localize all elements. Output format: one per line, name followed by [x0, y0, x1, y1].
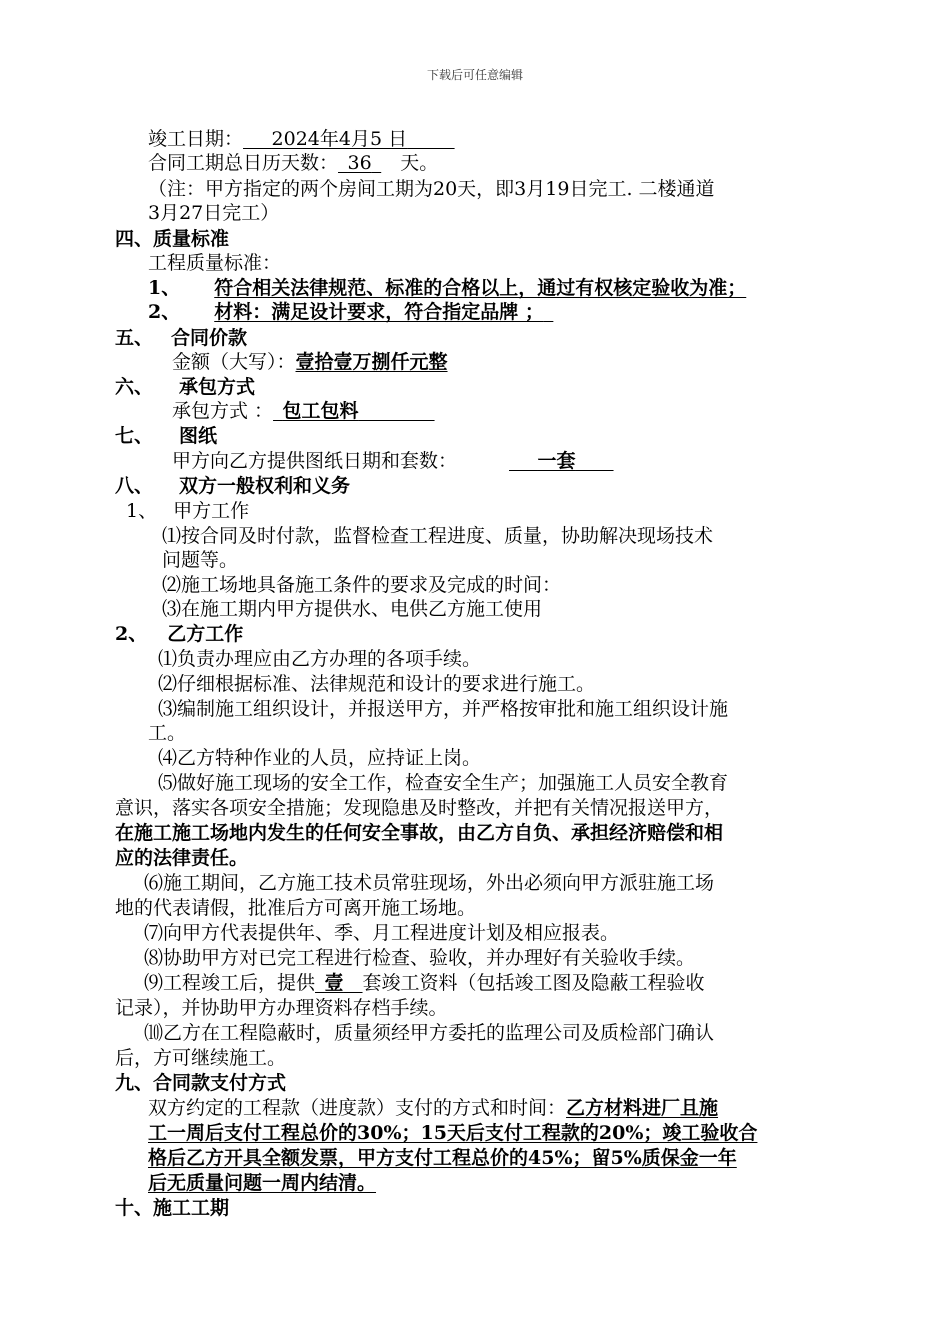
- party-a-item-3: ⑶在施工期内甲方提供水、电供乙方施工使用: [162, 598, 543, 620]
- drawings-label: 甲方向乙方提供图纸日期和套数：: [172, 450, 458, 472]
- party-b-item-5-line-1: ⑸做好施工现场的安全工作，检查安全生产；加强施工人员安全教育: [158, 772, 729, 794]
- party-b-item-2: ⑵仔细根据标准、法律规范和设计的要求进行施工。: [158, 673, 596, 695]
- section-9-heading: 九、合同款支付方式: [115, 1072, 287, 1094]
- contract-amount-value: 壹拾壹万捌仟元整: [295, 351, 448, 373]
- party-b-heading: 2、 乙方工作: [115, 623, 244, 645]
- page-header-note: 下载后可任意编辑: [426, 68, 523, 82]
- party-b-item-9-line-2: 记录），并协助甲方办理资料存档手续。: [115, 997, 448, 1019]
- payment-line-1: [148, 1096, 718, 1120]
- party-b-item-3-line-1: ⑶编制施工组织设计，并报送甲方，并严格按审批和施工组织设计施: [158, 698, 729, 720]
- total-days-line: [148, 151, 438, 175]
- drawings-value: 一套: [537, 450, 576, 472]
- party-b-item-5-line-4: 应的法律责任。: [115, 847, 249, 869]
- total-days-label: 合同工期总日历天数：: [148, 152, 339, 174]
- quality-item-2-num: 2、: [148, 301, 181, 323]
- quality-item-2-text: 材料：满足设计要求，符合指定品牌 ；: [214, 301, 544, 323]
- party-b-item-6-line-1: ⑹施工期间，乙方施工技术员常驻现场，外出必须向甲方派驻施工场: [144, 872, 715, 894]
- contract-mode-label: 承包方式 ：: [172, 400, 274, 422]
- section-5-heading: 五、 合同价款: [115, 327, 248, 349]
- contract-mode-value: 包工包料: [282, 400, 359, 422]
- total-days-unit: 天。: [400, 152, 439, 174]
- payment-line-3: 格后乙方开具全额发票，甲方支付工程总价的45%；留5%质保金一年: [148, 1147, 737, 1169]
- contract-mode-line: [172, 399, 435, 423]
- party-b-item-8: ⑻协助甲方对已完工程进行检查、验收，并办理好有关验收手续。: [144, 947, 696, 969]
- quality-item-1: [148, 276, 746, 300]
- party-b-item-10-line-1: ⑽乙方在工程隐蔽时，质量须经甲方委托的监理公司及质检部门确认: [144, 1022, 715, 1044]
- party-b-item-6-line-2: 地的代表请假，批准后方可离开施工场地。: [115, 897, 477, 919]
- payment-lead: 双方约定的工程款（进度款）支付的方式和时间：: [148, 1097, 567, 1119]
- party-a-item-1-line-1: ⑴按合同及时付款，监督检查工程进度、质量，协助解决现场技术: [162, 525, 714, 547]
- completion-docs-count: 壹: [324, 972, 344, 994]
- party-b-item-7: ⑺向甲方代表提供年、季、月工程进度计划及相应报表。: [144, 922, 620, 944]
- party-b-item-5-line-3: 在施工施工场地内发生的任何安全事故，由乙方自负、承担经济赔偿和相: [115, 822, 724, 844]
- section-7-heading: 七、 图纸: [115, 425, 218, 447]
- completion-date-value: 2024年4月5 日: [271, 128, 408, 150]
- payment-line-4: 后无质量问题一周内结清。: [148, 1172, 377, 1194]
- quality-standard-label: 工程质量标准：: [148, 252, 282, 274]
- section-6-heading: 六、 承包方式: [115, 376, 256, 398]
- party-b-item-10-line-2: 后，方可继续施工。: [115, 1047, 287, 1069]
- total-days-value: 36: [347, 152, 372, 174]
- section-10-heading: 十、施工工期: [115, 1197, 230, 1219]
- payment-terms-start: 乙方材料进厂且施: [566, 1097, 719, 1119]
- party-a-item-2: ⑵施工场地具备施工条件的要求及完成的时间：: [162, 574, 562, 596]
- completion-date-label: 竣工日期：: [148, 128, 244, 150]
- payment-line-2: 工一周后支付工程总价的30%；15天后支付工程款的20%；竣工验收合: [148, 1122, 758, 1144]
- party-b-item-4: ⑷乙方特种作业的人员，应持证上岗。: [158, 747, 482, 769]
- section-4-heading: 四、质量标准: [115, 228, 230, 250]
- quality-item-1-text: 符合相关法律规范、标准的合格以上，通过有权核定验收为准；: [214, 277, 747, 299]
- drawings-line: [172, 449, 614, 473]
- quality-item-2: [148, 300, 553, 324]
- party-b-item-1: ⑴负责办理应由乙方办理的各项手续。: [158, 648, 482, 670]
- party-b-item-5-line-2: 意识，落实各项安全措施；发现隐患及时整改，并把有关情况报送甲方，: [115, 797, 724, 819]
- section-8-heading: 八、 双方一般权利和义务: [115, 475, 351, 497]
- party-a-item-1-line-2: 问题等。: [162, 549, 239, 571]
- party-a-heading: 1、 甲方工作: [126, 500, 250, 522]
- quality-item-1-num: 1、: [148, 277, 181, 299]
- note-line-1: （注：甲方指定的两个房间工期为20天，即3月19日完工. 二楼通道: [148, 178, 715, 200]
- contract-amount-line: [172, 350, 448, 374]
- contract-amount-label: 金额（大写）：: [172, 351, 296, 373]
- note-line-2: 3月27日完工）: [148, 202, 280, 224]
- party-b-item-3-line-2: 工。: [148, 722, 187, 744]
- party-b-item-9-line-1: ⑼工程竣工后，提供 壹 套竣工资料（包括竣工图及隐蔽工程验收: [144, 972, 705, 994]
- completion-date-line: [148, 127, 455, 151]
